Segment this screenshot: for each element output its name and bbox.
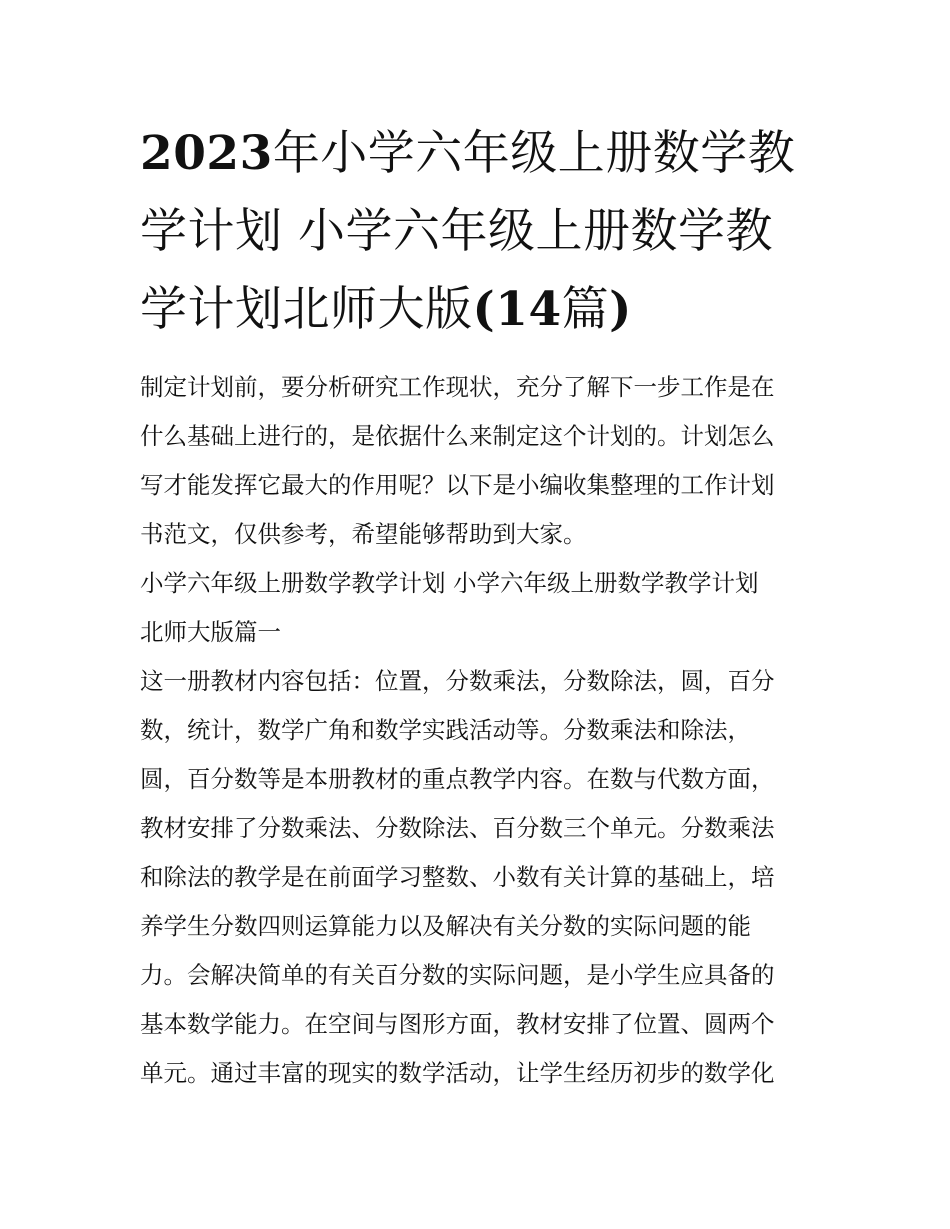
- title-year: 2023: [140, 126, 273, 181]
- body-line: 基本数学能力。在空间与图形方面，教材安排了位置、圆两个: [140, 1010, 775, 1038]
- body-paragraph: [140, 657, 812, 1098]
- document-body: [140, 363, 812, 1098]
- body-line: 力。会解决简单的有关百分数的实际问题，是小学生应具备的: [140, 961, 775, 989]
- body-line: 数，统计，数学广角和数学实践活动等。分数乘法和除法，: [140, 716, 751, 744]
- intro-line: 制定计划前，要分析研究工作现状，充分了解下一步工作是在: [140, 373, 775, 401]
- title-line-2: 学计划 小学六年级上册数学教: [140, 204, 773, 259]
- title-line-3-text: 学计划北师大版: [140, 282, 473, 337]
- section-heading-line: 小学六年级上册数学教学计划 小学六年级上册数学教学计划: [140, 569, 759, 597]
- body-line: 养学生分数四则运算能力以及解决有关分数的实际问题的能: [140, 912, 751, 940]
- section-heading: [140, 559, 812, 657]
- section-heading-line: 北师大版篇一: [140, 618, 281, 646]
- title-close-paren: ): [609, 282, 632, 337]
- intro-line: 写才能发挥它最大的作用呢？以下是小编收集整理的工作计划: [140, 471, 775, 499]
- title-line-1: [140, 115, 812, 193]
- title-line-3: [140, 271, 812, 349]
- body-line: 单元。通过丰富的现实的数学活动，让学生经历初步的数学化: [140, 1059, 775, 1087]
- body-line: 和除法的教学是在前面学习整数、小数有关计算的基础上，培: [140, 863, 775, 891]
- document-content: [140, 115, 812, 1098]
- document-title: [140, 115, 812, 349]
- intro-line: 什么基础上进行的，是依据什么来制定这个计划的。计划怎么: [140, 422, 775, 450]
- body-line: 这一册教材内容包括：位置，分数乘法，分数除法，圆，百分: [140, 667, 775, 695]
- title-count: (14: [472, 282, 562, 337]
- title-line-1-text: 年小学六年级上册数学教: [272, 126, 796, 181]
- body-line: 教材安排了分数乘法、分数除法、百分数三个单元。分数乘法: [140, 814, 775, 842]
- body-line: 圆，百分数等是本册教材的重点教学内容。在数与代数方面，: [140, 765, 775, 793]
- title-unit: 篇: [561, 282, 610, 337]
- intro-paragraph: [140, 363, 812, 559]
- intro-line: 书范文，仅供参考，希望能够帮助到大家。: [140, 520, 587, 548]
